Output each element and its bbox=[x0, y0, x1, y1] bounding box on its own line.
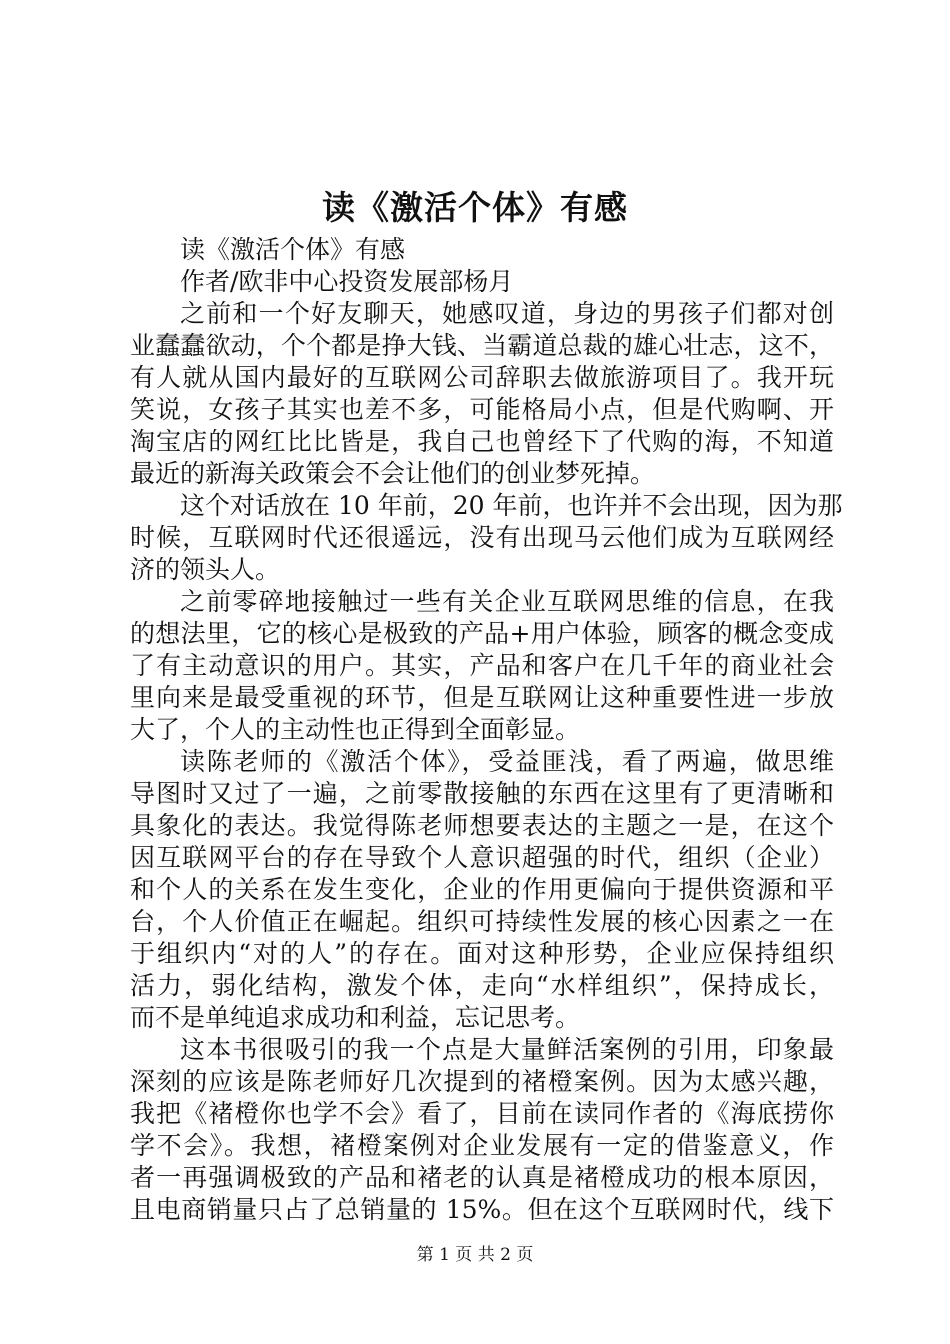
paragraph-line: 笑说，女孩子其实也差不多，可能格局小点，但是代购啊、开 bbox=[130, 395, 834, 424]
paragraph-line: 业蠢蠢欲动，个个都是挣大钱、当霸道总裁的雄心壮志，这不， bbox=[130, 331, 834, 360]
document-title: 读《激活个体》有感 bbox=[322, 188, 628, 227]
paragraph-line: 这本书很吸引的我一个点是大量鲜活案例的引用，印象最 bbox=[180, 1035, 834, 1064]
paragraph-line: 读陈老师的《激活个体》，受益匪浅，看了两遍，做思维 bbox=[180, 747, 834, 776]
paragraph-line: 的想法里，它的核心是极致的产品+用户体验，顾客的概念变成 bbox=[130, 619, 834, 648]
paragraph-line: 于组织内“对的人”的存在。面对这种形势，企业应保持组织 bbox=[130, 939, 834, 968]
paragraph-line: 我把《褚橙你也学不会》看了，目前在读同作者的《海底捞你 bbox=[130, 1099, 834, 1128]
paragraph-line: 了有主动意识的用户。其实，产品和客户在几千年的商业社会 bbox=[130, 651, 834, 680]
paragraph-line: 深刻的应该是陈老师好几次提到的褚橙案例。因为太感兴趣， bbox=[130, 1067, 834, 1096]
paragraph-line: 学不会》。我想，褚橙案例对企业发展有一定的借鉴意义，作 bbox=[130, 1131, 834, 1160]
paragraph-line: 济的领头人。 bbox=[130, 555, 281, 584]
paragraph-line: 因互联网平台的存在导致个人意识超强的时代，组织（企业） bbox=[130, 843, 834, 872]
paragraph-line: 有人就从国内最好的互联网公司辞职去做旅游项目了。我开玩 bbox=[130, 363, 834, 392]
author-line: 作者/欧非中心投资发展部杨月 bbox=[180, 267, 514, 296]
page-indicator: 第 1 页 共 2 页 bbox=[416, 1245, 534, 1265]
paragraph-line: 台，个人价值正在崛起。组织可持续性发展的核心因素之一在 bbox=[130, 907, 834, 936]
paragraph-line: 者一再强调极致的产品和褚老的认真是褚橙成功的根本原因， bbox=[130, 1163, 834, 1192]
document-body bbox=[130, 234, 843, 1226]
paragraph-line: 大了，个人的主动性也正得到全面彰显。 bbox=[130, 715, 581, 744]
paragraph-line: 活力，弱化结构，激发个体，走向“水样组织”，保持成长， bbox=[130, 971, 834, 1000]
subtitle-line: 读《激活个体》有感 bbox=[180, 235, 406, 264]
paragraph-line: 里向来是最受重视的环节，但是互联网让这种重要性进一步放 bbox=[130, 683, 834, 712]
paragraph-line: 且电商销量只占了总销量的 15%。但在这个互联网时代，线下 bbox=[130, 1195, 834, 1224]
paragraph-line: 具象化的表达。我觉得陈老师想要表达的主题之一是，在这个 bbox=[130, 811, 834, 840]
paragraph-line: 而不是单纯追求成功和利益，忘记思考。 bbox=[130, 1003, 581, 1032]
paragraph-line: 之前和一个好友聊天，她感叹道，身边的男孩子们都对创 bbox=[180, 299, 834, 328]
paragraph-line: 这个对话放在 10 年前，20 年前，也许并不会出现，因为那 bbox=[180, 491, 843, 520]
paragraph-line: 时候，互联网时代还很遥远，没有出现马云他们成为互联网经 bbox=[130, 523, 834, 552]
paragraph-line: 和个人的关系在发生变化，企业的作用更偏向于提供资源和平 bbox=[130, 875, 834, 904]
paragraph-line: 最近的新海关政策会不会让他们的创业梦死掉。 bbox=[130, 459, 656, 488]
paragraph-line: 导图时又过了一遍，之前零散接触的东西在这里有了更清晰和 bbox=[130, 779, 834, 808]
paragraph-line: 淘宝店的网红比比皆是，我自己也曾经下了代购的海，不知道 bbox=[130, 427, 834, 456]
paragraph-line: 之前零碎地接触过一些有关企业互联网思维的信息，在我 bbox=[180, 587, 834, 616]
